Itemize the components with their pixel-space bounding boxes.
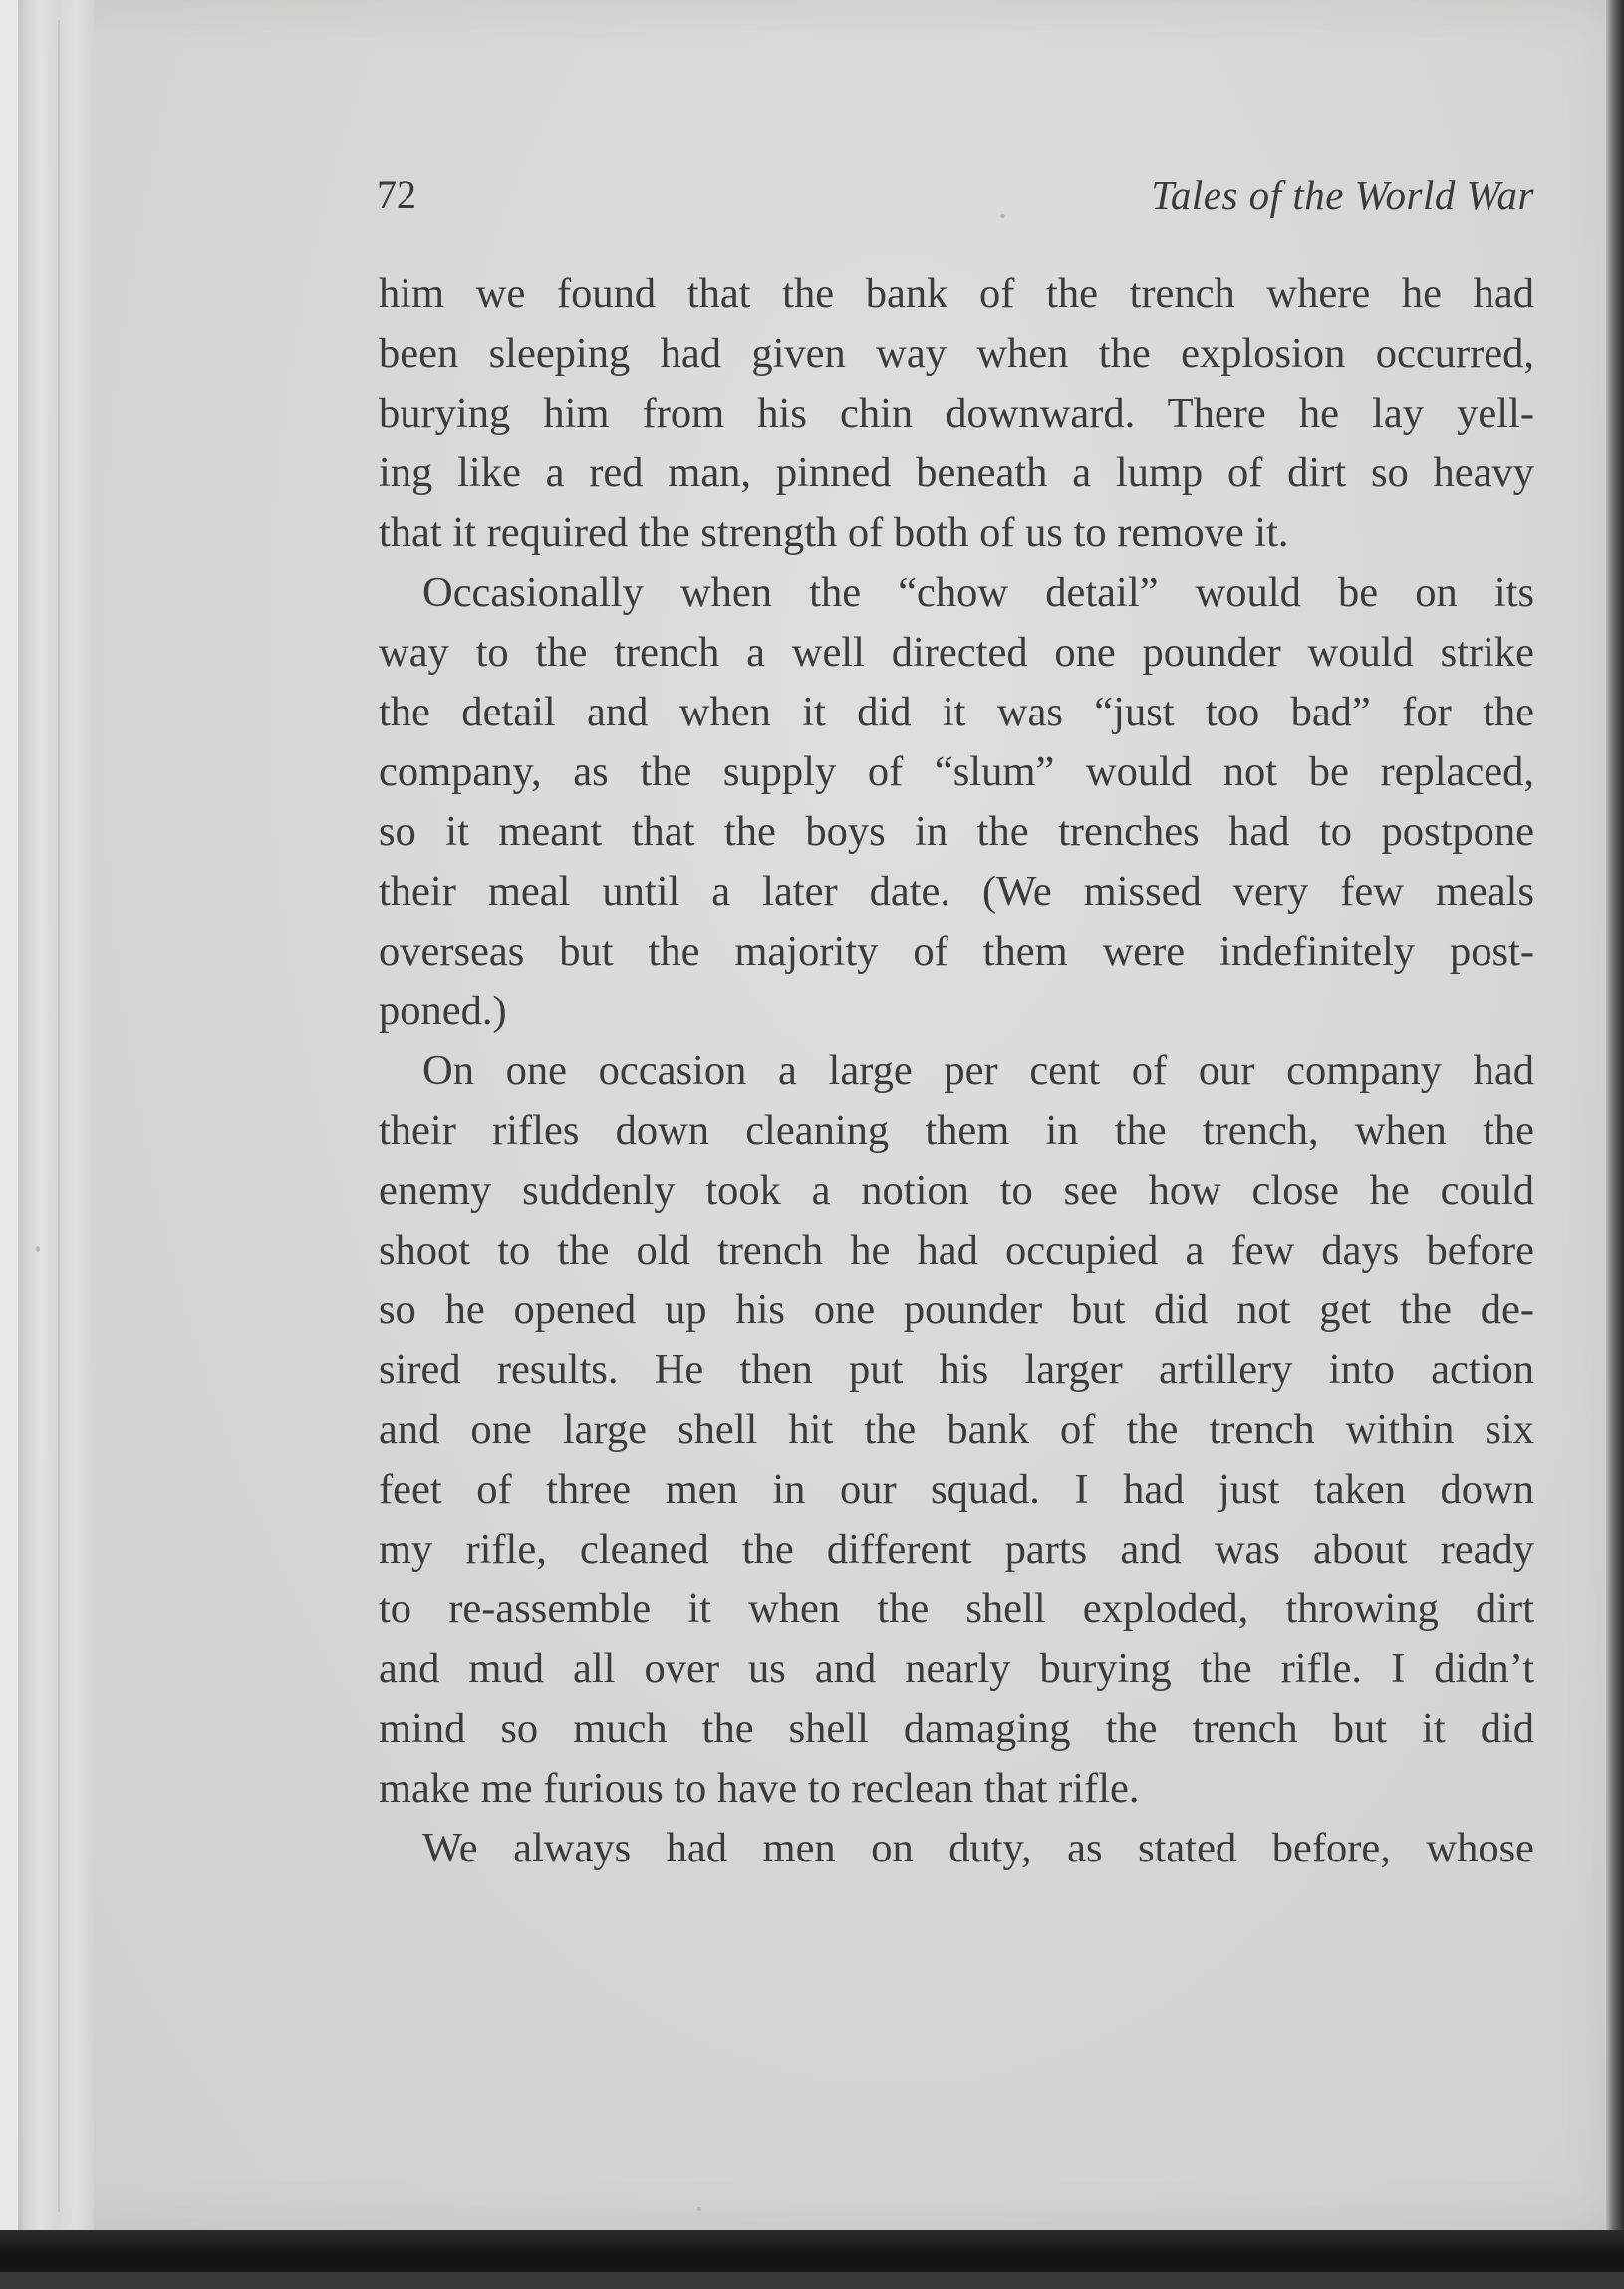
paper-speck bbox=[36, 1246, 40, 1252]
text-line: so he opened up his one pounder but did not get the de- bbox=[379, 1287, 1534, 1333]
text-line: way to the trench a well directed one pounder would strike bbox=[379, 629, 1534, 676]
text-line: On one occasion a large per cent of our company had bbox=[422, 1047, 1534, 1094]
text-line: their meal until a later date. (We missed very few meals bbox=[379, 868, 1534, 915]
text-line: mind so much the shell damaging the trench but it did bbox=[379, 1705, 1534, 1752]
text-line: make me furious to have to reclean that rifle. bbox=[379, 1765, 1140, 1812]
text-line: the detail and when it did it was “just too bad” for the bbox=[379, 689, 1534, 735]
text-line: sired results. He then put his larger artillery into action bbox=[379, 1346, 1534, 1393]
text-line: to re-assemble it when the shell exploded, throwing dirt bbox=[379, 1585, 1534, 1632]
text-line: We always had men on duty, as stated before, whose bbox=[422, 1825, 1534, 1871]
page-right-edge-shadow bbox=[1606, 0, 1624, 2289]
text-line: and mud all over us and nearly burying the rifle. I didn’t bbox=[379, 1645, 1534, 1692]
text-line: been sleeping had given way when the explosion occurred, bbox=[379, 330, 1534, 377]
body-text bbox=[379, 264, 1534, 1878]
page-header bbox=[377, 165, 1534, 225]
text-line: poned.) bbox=[379, 988, 507, 1034]
text-line: my rifle, cleaned the different parts and was about ready bbox=[379, 1526, 1534, 1573]
text-line: him we found that the bank of the trench where he had bbox=[379, 270, 1534, 317]
text-line: that it required the strength of both of us to remove it. bbox=[379, 509, 1289, 556]
text-line: their rifles down cleaning them in the trench, when the bbox=[379, 1107, 1534, 1154]
paper-speck bbox=[697, 2207, 701, 2211]
gutter-line bbox=[58, 20, 60, 2212]
scanner-bottom-strip bbox=[0, 2272, 1624, 2289]
text-line: burying him from his chin downward. There he lay yell- bbox=[379, 390, 1534, 436]
text-line: ing like a red man, pinned beneath a lump of dirt so heavy bbox=[379, 449, 1534, 496]
text-line: so it meant that the boys in the trenches had to postpone bbox=[379, 808, 1534, 855]
running-head: Tales of the World War bbox=[1151, 172, 1534, 218]
text-line: enemy suddenly took a notion to see how close he could bbox=[379, 1167, 1534, 1214]
page-number: 72 bbox=[377, 172, 416, 217]
text-line: and one large shell hit the bank of the trench within six bbox=[379, 1406, 1534, 1453]
text-line: company, as the supply of “slum” would not be replaced, bbox=[379, 748, 1534, 795]
text-line: Occasionally when the “chow detail” would be on its bbox=[422, 569, 1534, 616]
text-line: feet of three men in our squad. I had just taken down bbox=[379, 1466, 1534, 1513]
text-line: overseas but the majority of them were indefinitely post- bbox=[379, 928, 1534, 975]
text-line: shoot to the old trench he had occupied a few days before bbox=[379, 1227, 1534, 1274]
